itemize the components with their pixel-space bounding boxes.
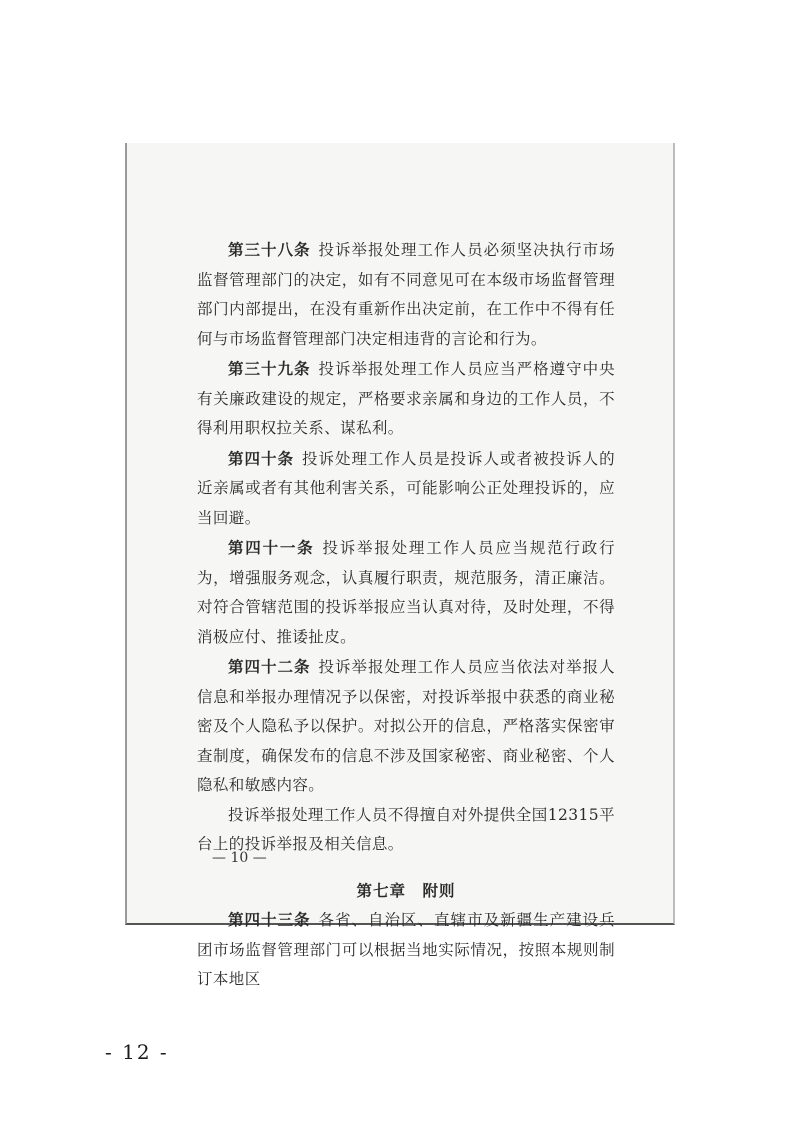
article-39 (197, 354, 615, 444)
article-38-heading: 第三十八条 (228, 240, 311, 259)
article-43-heading: 第四十三条 (228, 910, 311, 929)
article-40-body: 投诉处理工作人员是投诉人或者被投诉人的近亲属或者有其他利害关系，可能影响公正处理投诉的，应当回避。 (197, 449, 615, 527)
article-40 (197, 444, 615, 534)
article-41-body: 投诉举报处理工作人员应当规范行政行为，增强服务观念，认真履行职责，规范服务，清正廉洁。对符合管辖范围的投诉举报应当认真对待，及时处理，不得消极应付、推诿扯皮。 (197, 539, 615, 646)
article-41-heading: 第四十一条 (228, 538, 315, 557)
article-38-body: 投诉举报处理工作人员必须坚决执行市场监督管理部门的决定，如有不同意见可在本级市场监督管理部门内部提出，在没有重新作出决定前，在工作中不得有任何与市场监督管理部门决定相违背的言论和行为。 (197, 241, 615, 348)
article-39-heading: 第三十九条 (228, 359, 311, 378)
article-38 (197, 235, 615, 354)
document-body (197, 235, 615, 995)
article-41 (197, 533, 615, 652)
article-43 (197, 905, 615, 995)
scanned-page (125, 143, 675, 988)
article-39-body: 投诉举报处理工作人员应当严格遵守中央有关廉政建设的规定，严格要求亲属和身边的工作人员，不得利用职权拉关系、谋私利。 (197, 360, 615, 437)
inner-page-number: — 10 — (212, 850, 267, 866)
page-number: - 12 - (105, 1040, 169, 1064)
article-42 (197, 652, 615, 801)
article-40-heading: 第四十条 (228, 448, 295, 468)
article-43-body: 各省、自治区、直辖市及新疆生产建设兵团市场监督管理部门可以根据当地实际情况，按照本规则制订本地区 (197, 911, 615, 988)
article-42-heading: 第四十二条 (228, 657, 311, 676)
article-42-extra: 投诉举报处理工作人员不得擅自对外提供全国12315平台上的投诉举报及相关信息。 (197, 805, 615, 853)
chapter-heading: 第七章 附则 (356, 880, 456, 900)
article-42-body: 投诉举报处理工作人员应当依法对举报人信息和举报办理情况予以保密，对投诉举报中获悉的商业秘密及个人隐私予以保护。对拟公开的信息，严格落实保密审查制度，确保发布的信息不涉及国家秘密、商业秘密、个人隐私和敏感内容。 (197, 658, 615, 794)
